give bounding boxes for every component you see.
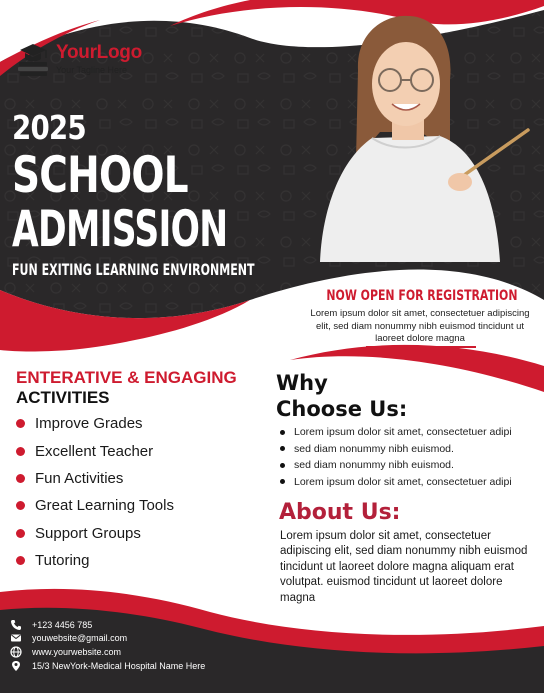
envelope-icon [10,632,22,644]
list-item: Lorem ipsum dolor sit amet, consectetuer adipi [280,424,512,441]
logo-name: YourLogo [56,41,142,63]
about-title: About Us: [279,500,401,525]
why-list [280,424,512,490]
hero-year: 2025 [12,108,86,147]
list-item: Support Groups [16,520,174,547]
location-pin-icon [10,660,22,672]
bullet-dot-icon [16,419,25,428]
list-item: Great Learning Tools [16,492,174,519]
registration-body: Lorem ipsum dolor sit amet, consectetuer adipiscing elit, sed diam nonummy nibh euismod tincidunt ut laoreet dolore magna [310,308,530,344]
contact-email[interactable]: youwebsite@gmail.com [10,632,205,646]
globe-icon [10,646,22,658]
bullet-dot-icon [16,501,25,510]
registration-title: NOW OPEN FOR REGISTRATION [326,288,518,304]
list-item: Excellent Teacher [16,437,174,464]
contact-address: 15/3 NewYork-Medical Hospital Name Here [10,659,205,673]
about-body: Lorem ipsum dolor sit amet, consectetuer adipiscing elit, sed diam nonummy nibh euismod tincidunt ut laoreet dolore magna aliquam erat volutpat. euismod tincidunt ut laoreet dolore magna [280,530,528,604]
activities-title: ENTERATIVE & ENGAGING [16,368,237,387]
list-item: sed diam nonummy nibh euismod. [280,441,512,458]
logo-tagline: Your Tagline Here [56,64,128,75]
bullet-dot-icon [16,529,25,538]
activities-list [16,410,174,574]
contact-phone: +123 4456 785 [10,618,205,632]
phone-icon [10,619,22,631]
graduation-cap-books-icon [14,40,52,78]
bullet-dot-icon [280,446,285,451]
list-item: sed diam nonummy nibh euismod. [280,457,512,474]
bullet-dot-icon [16,556,25,565]
bullet-dot-icon [280,463,285,468]
logo [14,40,142,78]
list-item: Fun Activities [16,465,174,492]
registration-divider [366,346,476,348]
list-item: Lorem ipsum dolor sit amet, consectetuer adipi [280,474,512,491]
contact-website[interactable]: www.yourwebsite.com [10,645,205,659]
student-photo [300,0,544,262]
list-item: Tutoring [16,547,174,574]
bullet-dot-icon [280,479,285,484]
list-item: Improve Grades [16,410,174,437]
hero-title-line1: SCHOOL [12,146,188,204]
activities-subtitle: ACTIVITIES [16,388,110,407]
hero-title-line2: ADMISSION [12,200,228,258]
bullet-dot-icon [280,430,285,435]
hero-subtitle: FUN EXITING LEARNING ENVIRONMENT [12,260,255,279]
contact-list [10,618,205,672]
bullet-dot-icon [16,474,25,483]
bullet-dot-icon [16,447,25,456]
why-title: Why Choose Us: [276,371,408,421]
